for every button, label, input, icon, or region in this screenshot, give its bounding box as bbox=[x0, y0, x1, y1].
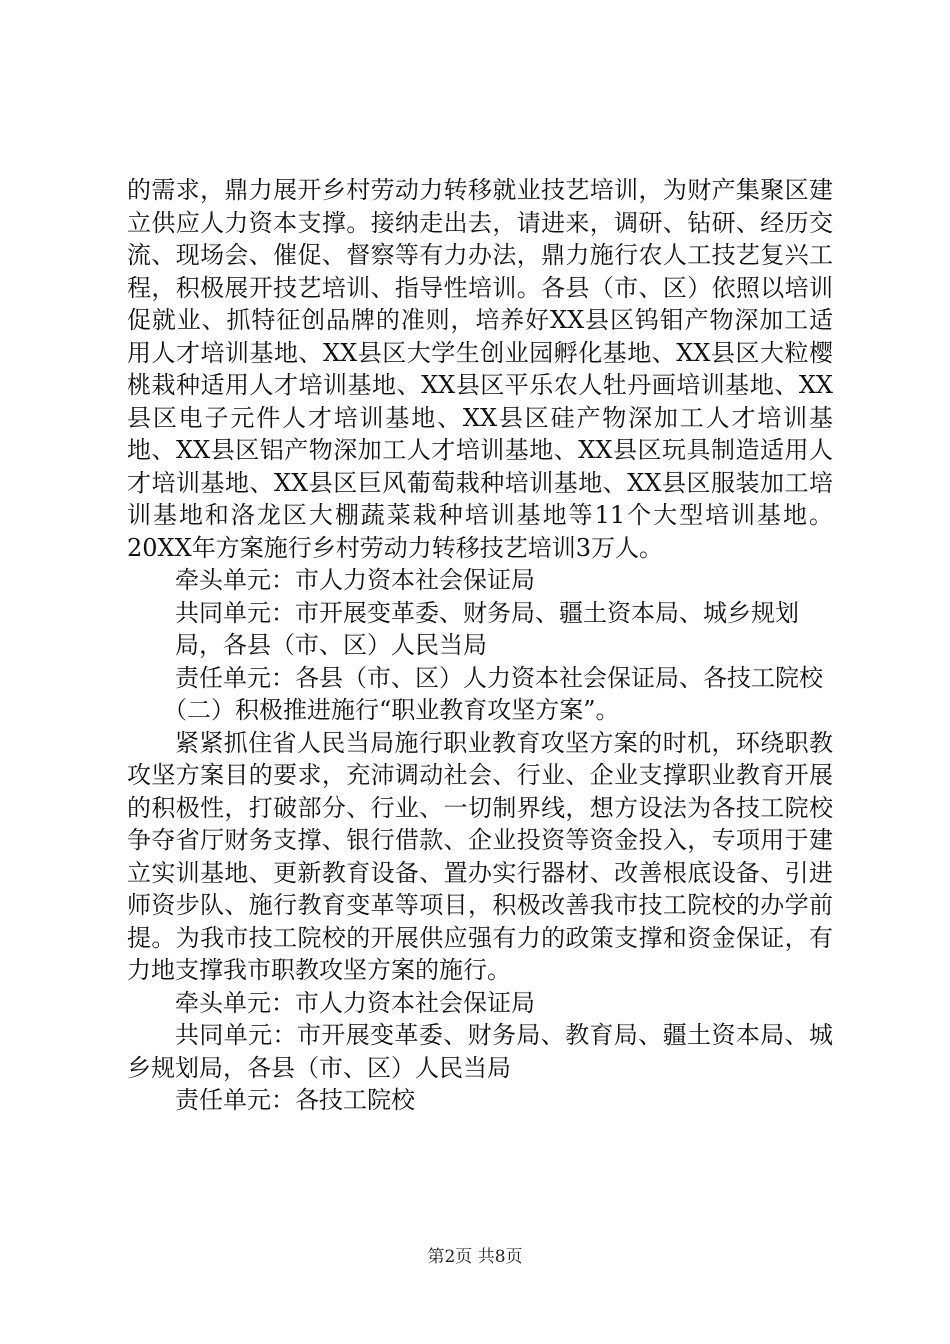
section-heading: （二）积极推进施行“职业教育攻坚方案”。 bbox=[163, 696, 620, 724]
responsible-unit-line: 责任单元：各技工院校 bbox=[175, 1086, 415, 1114]
lead-unit-line: 牵头单元：市人力资本社会保证局 bbox=[175, 988, 535, 1017]
body-paragraph: 的需求，鼎力展开乡村劳动力转移就业技艺培训，为财产集聚区建立供应人力资本支撑。接纳走出去，请进来，调研、钻研、经历交流、现场会、催促、督察等有力办法，鼎力施行农人工技艺复兴工程，积极展开技艺培训、指导性培训。各县（市、区）依照以培训促就业、抓特征创品牌的准则，培养好XX县区钨钼产物深加工适用人才培训基地、XX县区大学生创业园孵化基地、XX县区大粒樱桃栽种适用人才培训基地、XX县区平乐农人牡丹画培训基地、XX县区电子元件人才培训基地、XX县区硅产物深加工人才培训基地、XX县区铝产物深加工人才培训基地、XX县区玩具制造适用人才培训基地、XX县区巨风葡萄栽种培训基地、XX县区服装加工培训基地和洛龙区大棚蔬菜栽种培训基地等11个大型培训基地。20XX年方案施行乡村劳动力转移技艺培训3万人。 bbox=[127, 176, 833, 562]
responsible-unit-line: 责任单元：各县（市、区）人力资本社会保证局、各技工院校 bbox=[175, 663, 823, 692]
joint-unit-continuation: 局，各县（市、区）人民当局 bbox=[175, 631, 487, 659]
page-number: 第2页 共8页 bbox=[427, 1247, 523, 1267]
body-paragraph: 紧紧抓住省人民当局施行职业教育攻坚方案的时机，环绕职教攻坚方案目的要求，充沛调动社会、行业、企业支撑职业教育开展的积极性，打破部分、行业、一切制界线，想方设法为各技工院校争夺省厅财务支撑、银行借款、企业投资等资金投入，专项用于建立实训基地、更新教育设备、置办实行器材、改善根底设备、引进师资步队、施行教育变革等项目，积极改善我市技工院校的办学前提。为我市技工院校的开展供应强有力的政策支撑和资金保证，有力地支撑我市职教攻坚方案的施行。 bbox=[127, 728, 833, 984]
joint-unit-line: 共同单元：市开展变革委、财务局、教育局、疆土资本局、城乡规划局，各县（市、区）人民当局 bbox=[127, 1021, 833, 1082]
document-body bbox=[127, 174, 833, 1117]
page-footer bbox=[0, 1242, 950, 1267]
joint-unit-line: 共同单元：市开展变革委、财务局、疆土资本局、城乡规划 bbox=[175, 598, 799, 627]
lead-unit-line: 牵头单元：市人力资本社会保证局 bbox=[175, 566, 535, 594]
